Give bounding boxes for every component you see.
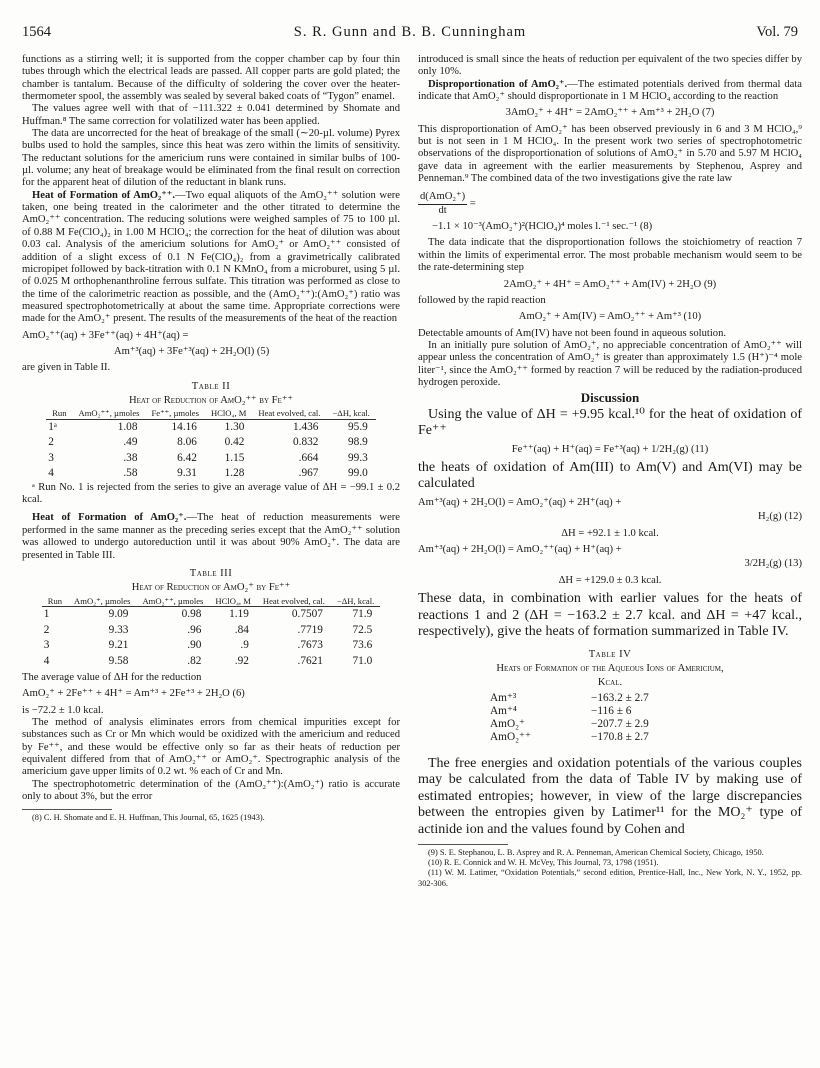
equation-5-line1: AmO₂⁺⁺(aq) + 3Fe⁺⁺(aq) + 4H⁺(aq) =: [22, 329, 189, 341]
table-row: 1 9.09 0.98 1.19 0.7507 71.9: [43, 608, 373, 621]
table-label: Table II: [191, 380, 231, 392]
equation-6: AmO₂⁺ + 2Fe⁺⁺ + 4H⁺ = Am⁺³ + 2Fe⁺³ + 2H₂O (6): [22, 688, 245, 700]
column-header: AmO₂⁺, µmoles: [74, 595, 131, 606]
paragraph: is −72.2 ± 1.0 kcal.: [22, 704, 104, 716]
table-title: Heats of Formation of the Aqueous Ions of Americium,: [496, 662, 724, 674]
volume-label: Vol. 79: [756, 24, 798, 40]
table-row: 2 9.33 .96 .84 .7719 72.5: [43, 623, 373, 636]
equation-12-line1: Am⁺³(aq) + 2H₂O(l) = AmO₂⁺(aq) + 2H⁺(aq) +: [418, 496, 622, 508]
paragraph: followed by the rapid reaction: [418, 294, 546, 306]
equation-13-line2: 3/2H₂(g) (13): [744, 558, 802, 570]
table-label: Table III: [189, 567, 233, 579]
table-row: Am⁺³ −163.2 ± 2.7: [490, 691, 649, 704]
paragraph: The spectrophotometric determination of the (AmO₂⁺⁺):(AmO₂⁺) ratio is accurate only to about 3%, but the error: [22, 778, 400, 803]
table-title: Heat of Reduction of AmO₂⁺⁺ by Fe⁺⁺: [129, 394, 293, 406]
column-header: −ΔH, kcal.: [336, 595, 375, 606]
table-row: AmO₂⁺⁺ −170.8 ± 2.7: [490, 730, 649, 743]
column-header: Run: [47, 595, 63, 606]
column-header: AmO₂⁺⁺, µmoles: [78, 408, 140, 419]
column-header: Run: [52, 408, 67, 419]
table-footnote: ᵃ Run No. 1 is rejected from the series to give an average value of ΔH = −99.1 ± 0.2 kcal.: [22, 481, 400, 506]
paragraph: The data indicate that the disproportionation follows the stoichiometry of reaction 7 within the limits of experimental error. The most probable mechanism would seem to be the rate-determining step: [418, 237, 802, 274]
footnote-rule: [418, 844, 508, 845]
equation-11: Fe⁺⁺(aq) + H⁺(aq) = Fe⁺³(aq) + 1/2H₂(g) (11): [511, 443, 709, 455]
footnote-rule: [22, 809, 112, 810]
left-column: [22, 54, 400, 824]
paragraph: Detectable amounts of Am(IV) have not been found in aqueous solution.: [418, 327, 727, 339]
table-3: [42, 597, 381, 670]
footnote: (9) S. E. Stephanou, L. B. Asprey and R. A. Penneman, American Chemical Society, Chicago, 1950.: [428, 848, 764, 858]
table-row: 2 .49 8.06 0.42 0.832 98.9: [48, 436, 368, 449]
footnote: (10) R. E. Connick and W. H. McVey, This Journal, 73, 1798 (1951).: [428, 858, 659, 868]
paragraph: This disproportionation of AmO₂⁺ has been observed previously in 6 and 3 M HClO₄,⁹ but is not seen in 1 M HClO₄. In the present work two series of spectrophotometric observations of the disproportionation of solutions of AmO₂⁺ in 5.70 and 5.97 M HClO₄ gave data in agreement with the earlier measurements by Stephenou, Asprey and Penneman.⁹ The combined data of the two investigations give the rate law: [418, 123, 802, 185]
table-4: [490, 692, 649, 744]
table-title-units: Kcal.: [597, 677, 623, 689]
paragraph: These data, in combination with earlier values for the heats of reactions 1 and 2 (ΔH = −163.2 ± 2.7 kcal. and ΔH = +47 kcal., respectively), give the heats of formation summarized in Table IV.: [418, 591, 802, 639]
paragraph: Heat of Formation of AmO₂⁺.—The heat of reduction measurements were performed in the same manner as the preceding series except that the AmO₂⁺⁺ solution was allowed to undergo autoreduction until it was about 90% AmO₂⁺. The data are presented in Table III.: [22, 512, 400, 561]
footnote: (8) C. H. Shomate and E. H. Huffman, This Journal, 65, 1625 (1943).: [32, 813, 265, 823]
equation-9: 2AmO₂⁺ + 4H⁺ = AmO₂⁺⁺ + Am(IV) + 2H₂O (9): [503, 278, 717, 290]
column-header: HClO₄, M: [215, 595, 251, 606]
paragraph: Using the value of ΔH = +9.95 kcal.¹⁰ for the heat of oxidation of Fe⁺⁺: [418, 406, 802, 439]
table-row: 4 .58 9.31 1.28 .967 99.0: [48, 467, 368, 480]
table-2: [46, 409, 376, 482]
table-label: Table IV: [588, 648, 632, 660]
paragraph: The average value of ΔH for the reduction: [22, 672, 202, 684]
column-header: −ΔH, kcal.: [332, 408, 370, 419]
paragraph: The free energies and oxidation potentials of the various couples may be calculated from the data of Table IV by making use of estimated entropies; however, in view of the large discrepancies between the entropies given by Latimer¹¹ for the MO₂⁺ type of actinide ion and the values found by Cohen and: [418, 755, 802, 837]
column-header: Heat evolved, cal.: [262, 595, 325, 606]
equation-5-line2: Am⁺³(aq) + 3Fe⁺³(aq) + 2H₂O(l) (5): [114, 345, 270, 357]
table-row: 3 .38 6.42 1.15 .664 99.3: [48, 451, 368, 464]
paragraph: are given in Table II.: [22, 362, 111, 374]
column-header: Heat evolved, cal.: [258, 408, 321, 419]
column-header: Fe⁺⁺, µmoles: [151, 408, 199, 419]
paragraph: The data are uncorrected for the heat of breakage of the small (∼20-µl. volume) Pyrex bulbs used to hold the samples, since this heat was zero within the limits of sensitivity. The reductant solutions for the americium runs were contained in similar bulbs of 100-µl. volume; any heat of breakage would be eliminated from the final result on correction for the apparent heat of dilution of the reductant in blank runs.: [22, 128, 400, 189]
table-title: Heat of Reduction of AmO₂⁺ by Fe⁺⁺: [131, 582, 291, 594]
running-header: [22, 24, 798, 44]
equation-12-dh: ΔH = +92.1 ± 1.0 kcal.: [561, 527, 659, 539]
section-heading: Heat of Formation of AmO₂⁺.: [32, 512, 187, 524]
paragraph: functions as a stirring well; it is supported from the copper chamber cap by four thin tubes through which the electrical leads are passed. All copper parts are gold plated; the chamber is tantalum. Because of the difficulty of soldering the cover over the heater-thermometer spool, the assembly was sealed by several baked coats of “Tygon” enamel.: [22, 54, 400, 103]
table-row: 3 9.21 .90 .9 .7673 73.6: [43, 639, 373, 652]
running-title: S. R. Gunn and B. B. Cunningham: [293, 24, 527, 40]
equation-7: 3AmO₂⁺ + 4H⁺ = 2AmO₂⁺⁺ + Am⁺³ + 2H₂O (7): [505, 107, 715, 119]
footnote: (11) W. M. Latimer, “Oxidation Potentials,” second edition, Prentice-Hall, Inc., New York, N. Y., 1952, pp. 302-306.: [418, 868, 802, 888]
paragraph: Disproportionation of AmO₂⁺.—The estimated potentials derived from thermal data indicate that AmO₂⁺ should disproportionate in 1 M HClO₄ according to the reaction: [418, 78, 802, 103]
equation-12-line2: H₂(g) (12): [758, 511, 802, 523]
equation-10: AmO₂⁺ + Am(IV) = AmO₂⁺⁺ + Am⁺³ (10): [518, 311, 702, 323]
paragraph: The values agree well with that of −111.322 ± 0.041 determined by Shomate and Huffman.⁸ The same correction for volatilized water has been applied.: [22, 103, 400, 127]
equation-8: −1.1 × 10⁻³(AmO₂⁺)²(HClO₄)⁴ moles l.⁻¹ sec.⁻¹ (8): [432, 221, 653, 233]
discussion-heading: Discussion: [580, 390, 640, 406]
equation-13-dh: ΔH = +129.0 ± 0.3 kcal.: [558, 574, 662, 586]
table-row: 4 9.58 .82 .92 .7621 71.0: [43, 654, 373, 667]
right-column: [418, 54, 802, 889]
paragraph: In an initially pure solution of AmO₂⁺, no appreciable concentration of AmO₂⁺⁺ will appear unless the concentration of AmO₂⁺ is greater than approximately 1.5 (H⁺)⁻⁴ mole liter⁻¹, since the AmO₂⁺⁺ formed by reaction 7 will be reduced by the radiation-produced hydrogen peroxide.: [418, 339, 802, 388]
section-heading: Heat of Formation of AmO₂⁺⁺.: [32, 189, 176, 201]
page-number: 1564: [22, 24, 51, 40]
table-row: 1ᵃ 1.08 14.16 1.30 1.436 95.9: [48, 420, 368, 433]
section-heading: Disproportionation of AmO₂⁺.: [428, 78, 568, 90]
column-header: HClO₄, M: [210, 408, 247, 419]
paragraph: the heats of oxidation of Am(III) to Am(V) and Am(VI) may be calculated: [418, 459, 802, 492]
table-row: AmO₂⁺ −207.7 ± 2.9: [490, 717, 649, 730]
rate-fraction: $\frac{\text{d(AmO₂⁺)}}{dt}$: [420, 191, 466, 216]
equation-13-line1: Am⁺³(aq) + 2H₂O(l) = AmO₂⁺⁺(aq) + H⁺(aq) +: [418, 543, 622, 555]
paragraph: Heat of Formation of AmO₂⁺⁺.—Two equal aliquots of the AmO₂⁺⁺ solution were taken, one being treated in the calorimeter and the other titrated to determine the AmO₂⁺⁺ concentration. The reducing solutions were weighed samples of 75 to 100 µl. of 0.88 M Fe(ClO₄)₂ in 1.00 M HClO₄; the correction for the heat of dilution was about 0.03 cal. Analysis of the americium solutions for AmO₂⁺ or AmO₂⁺⁺ consisted of addition of a slight excess of 0.1 N Fe(ClO₄)₂ from a gravimetrically calibrated micropipet followed by back-titration with 0.1 N KMnO₄ from a microburet, using 5 µl. of 0.025 M orthophenanthroline ferrous sulfate. This titration was performed as close to the time of the calorimetric reaction as possible, and the (AmO₂⁺⁺):(AmO₂⁺) ratio was measured spectrophotometrically at about the same time. Appropriate corrections were made for the AmO₂⁺ present. The results of the measurements of the heat of the reaction: [22, 189, 400, 325]
paragraph: introduced is small since the heats of reduction per equivalent of the two species differ by only 10%.: [418, 54, 802, 78]
column-header: AmO₂⁺⁺, µmoles: [142, 595, 204, 606]
table-row: Am⁺⁴ −116 ± 6: [490, 704, 632, 717]
rate-law-equation: $\frac{\text{d(AmO₂⁺)}}{dt}$ =: [420, 191, 476, 216]
paragraph: The method of analysis eliminates errors from chemical impurities except for substances such as Cr or Mn which would be oxidized with the americium and reduced by Fe⁺⁺, and these would be effective only so far as their heats of reduction per equivalent differed from that of AmO₂⁺⁺ or AmO₂⁺. Spectrographic analysis of the americium gave upper limits of 0.2 wt. % each of Cr and Mn.: [22, 717, 400, 778]
